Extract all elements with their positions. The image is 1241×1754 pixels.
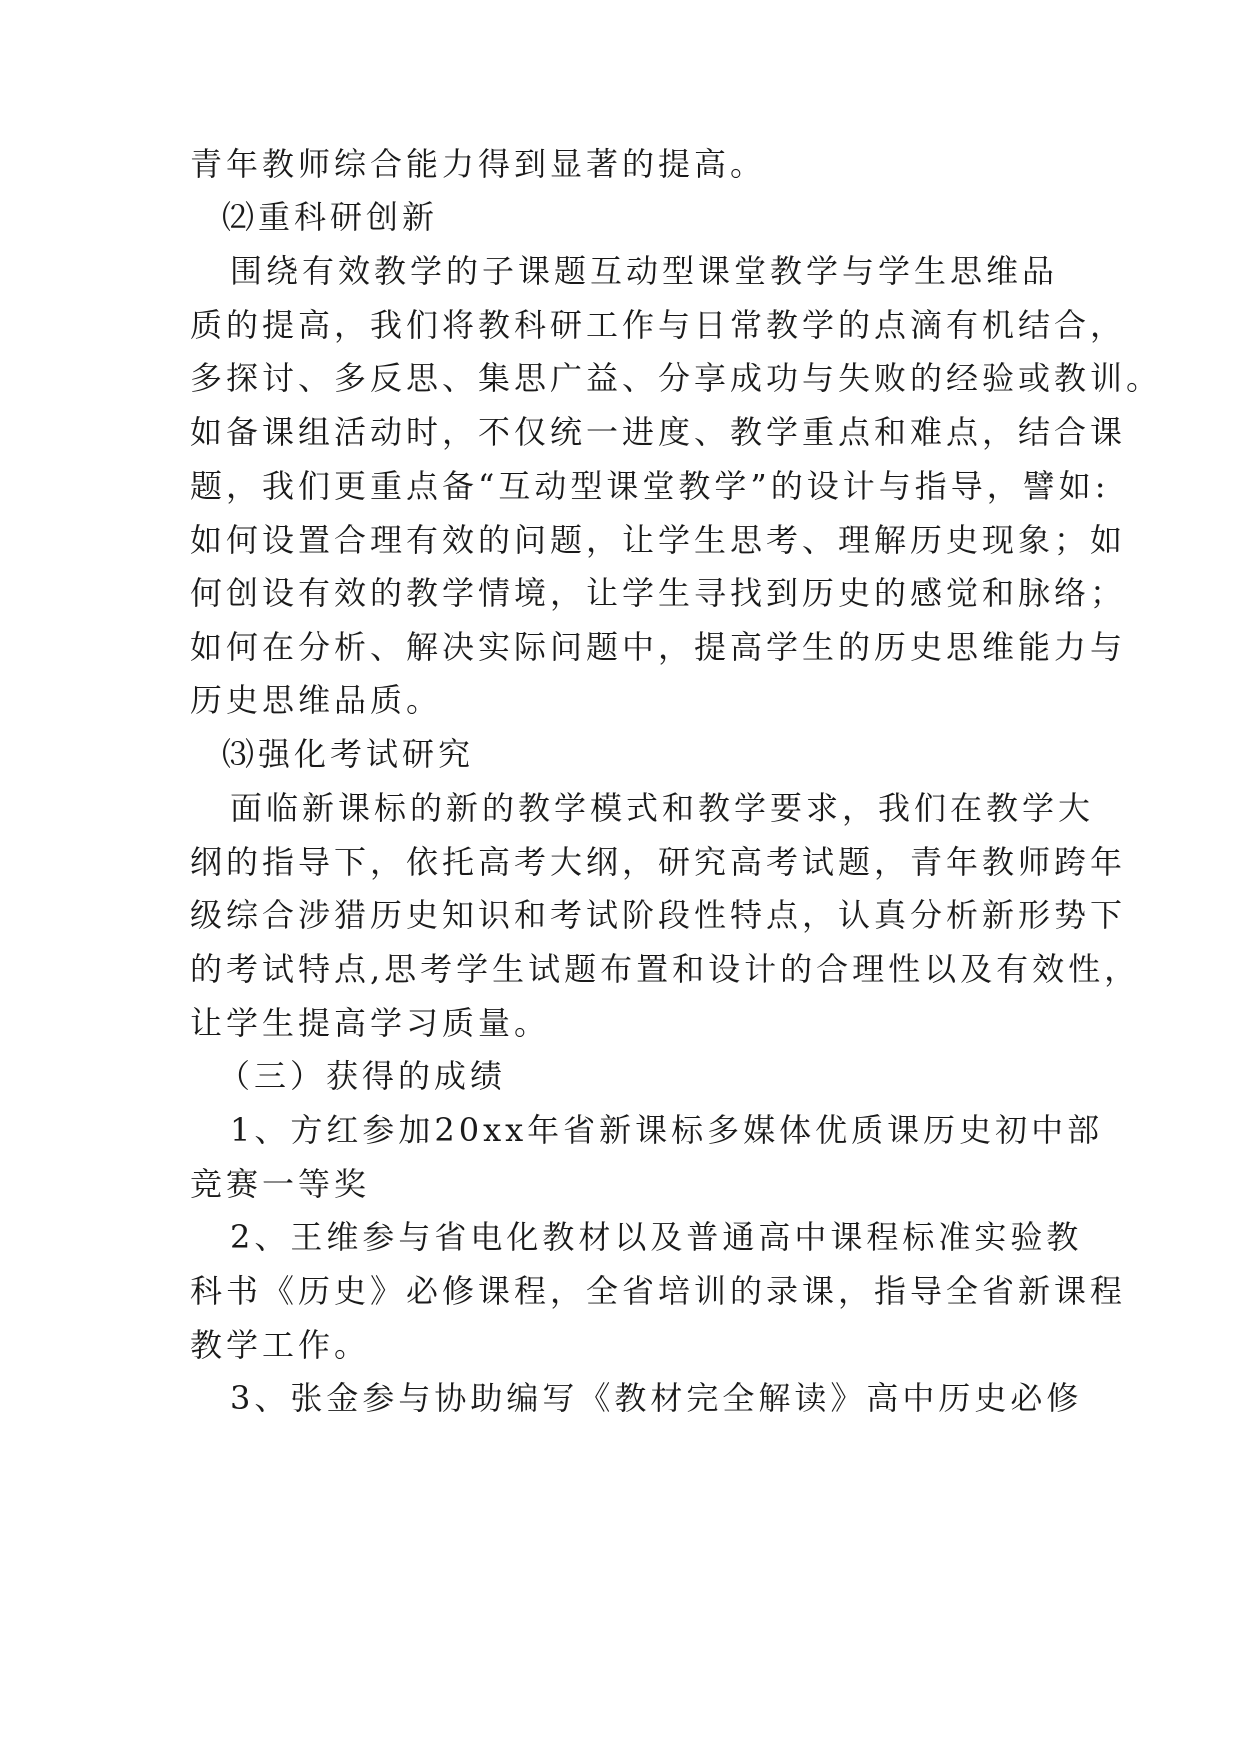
section-heading: （三）获得的成绩 <box>218 1057 507 1095</box>
section-heading: ⑶强化考试研究 <box>222 735 475 773</box>
text-line: 质的提高，我们将教科研工作与日常教学的点滴有机结合， <box>190 306 1127 344</box>
section-heading: ⑵重科研创新 <box>222 198 439 236</box>
text-line: 的考试特点,思考学生试题布置和设计的合理性以及有效性， <box>190 950 1141 988</box>
text-line: 如备课组活动时，不仅统一进度、教学重点和难点，结合课 <box>190 413 1127 451</box>
text-line: 如何在分析、解决实际问题中，提高学生的历史思维能力与 <box>190 628 1127 666</box>
text-line: 题，我们更重点备“互动型课堂教学”的设计与指导，譬如: <box>190 467 1110 505</box>
text-line: 教学工作。 <box>190 1326 371 1364</box>
list-item: 2、王维参与省电化教材以及普通高中课程标准实验教 <box>230 1218 1083 1256</box>
text-line: 科书《历史》必修课程，全省培训的录课，指导全省新课程 <box>190 1272 1127 1310</box>
text-line: 何创设有效的教学情境，让学生寻找到历史的感觉和脉络； <box>190 574 1127 612</box>
list-item: 1、方红参加20xx年省新课标多媒体优质课历史初中部 <box>230 1111 1104 1149</box>
text-line: 多探讨、多反思、集思广益、分享成功与失败的经验或教训。 <box>190 359 1163 397</box>
text-line: 竞赛一等奖 <box>190 1165 371 1203</box>
text-line: 青年教师综合能力得到显著的提高。 <box>190 145 767 183</box>
text-line: 级综合涉猎历史知识和考试阶段性特点，认真分析新形势下 <box>190 896 1127 934</box>
list-item: 3、张金参与协助编写《教材完全解读》高中历史必修 <box>230 1379 1083 1417</box>
text-line: 历史思维品质。 <box>190 681 443 719</box>
text-line: 让学生提高学习质量。 <box>190 1004 551 1042</box>
text-line: 如何设置合理有效的问题，让学生思考、理解历史现象；如 <box>190 521 1127 559</box>
text-line: 面临新课标的新的教学模式和教学要求，我们在教学大 <box>230 789 1095 827</box>
text-line: 围绕有效教学的子课题互动型课堂教学与学生思维品 <box>230 252 1059 290</box>
text-line: 纲的指导下，依托高考大纲，研究高考试题，青年教师跨年 <box>190 843 1127 881</box>
